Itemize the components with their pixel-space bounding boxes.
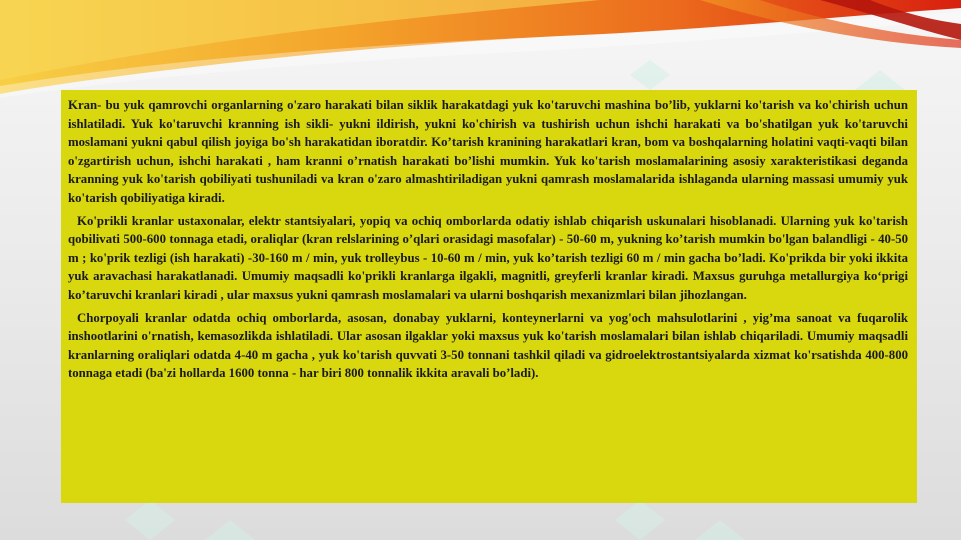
paragraph-gantry-cranes: Chorpoyali kranlar odatda ochiq omborlarda, asosan, donabay yuklarni, konteynerlarni va yog'och mahsulotlarini , yig’ma sanoat va fuqarolik inshootlarini o'rnatish, kemasozlikda ishlatiladi. Ular asosan ilgaklar yoki maxsus yuk ko'tarish moslamalari bilan ishlab chiqariladi. Umumiy maqsadli kranlarning oraliqlari odatda 4-40 m gacha , yuk ko'tarish quvvati 3-50 tonnani tashkil qiladi va gidroelektrostantsiyalarda xizmat ko'rsatishda 400-800 tonnaga etadi (ba'zi hollarda 1600 tonna - har biri 800 tonnalik ikkita aravali bo’ladi). bbox=[68, 310, 908, 381]
paragraph-bridge-cranes: Ko'prikli kranlar ustaxonalar, elektr stantsiyalari, yopiq va ochiq omborlarda odatiy ishlab chiqarish uskunalari hisoblanadi. Ularning yuk ko'tarish qobilivati 500-600 tonnaga etadi, oraliqlar (kran relslarining o’qlari orasidagi masofalar) - 50-60 m, yukning ko’tarish mumkin bo'lgan balandligi - 40-50 m ; ko'prik tezligi (ish harakati) -30-160 m / min, yuk trolleybus - 10-60 m / min, yuk ko’tarish tezligi 60 m / min gacha bo’ladi. Ko'prikda bir yoki ikkita yuk aravachasi harakatlanadi. Umumiy maqsadli ko'prikli kranlarga ilgakli, magnitli, greyferli kranlar kiradi. Maxsus guruhga metallurgiya ko‘prigi ko’taruvchi kranlari kiradi , ular maxsus yukni qamrash moslamalari va ularni boshqarish mexanizmlari bilan jihozlangan. bbox=[68, 213, 908, 302]
text-panel bbox=[61, 90, 917, 503]
paragraph-crane-definition: Kran- bu yuk qamrovchi organlarning o'zaro harakati bilan siklik harakatdagi yuk ko'taruvchi mashina bo’lib, yuklarni ko'tarish va ko'chirish uchun ishlatiladi. Yuk ko'taruvchi kranning ish sikli- yukni ildirish, yukni ko'chirish va tushirish uchun ishchi harakati va bo'shatilgan yuk ko'taruvchi moslamani yukni qabul qilish joyiga bo'sh harakatidan iboratdir. Ko’tarish kranining harakatlari kran, bom va boshqalarning holatini vaqti-vaqti bilan o'zgartirish uchun, ishchi harakati , ham kranni o’rnatish harakati bo’lishi mumkin. Yuk ko'tarish moslamalarining asosiy xarakteristikasi deganda kranning yuk ko'tarish qobiliyati tushuniladi va kran o'zaro almashtiriladigan yukni qamrash moslamalarida ishlaganda ularning massasi umumiy yuk ko'tarish qobiliyatiga kiradi. bbox=[68, 98, 908, 205]
